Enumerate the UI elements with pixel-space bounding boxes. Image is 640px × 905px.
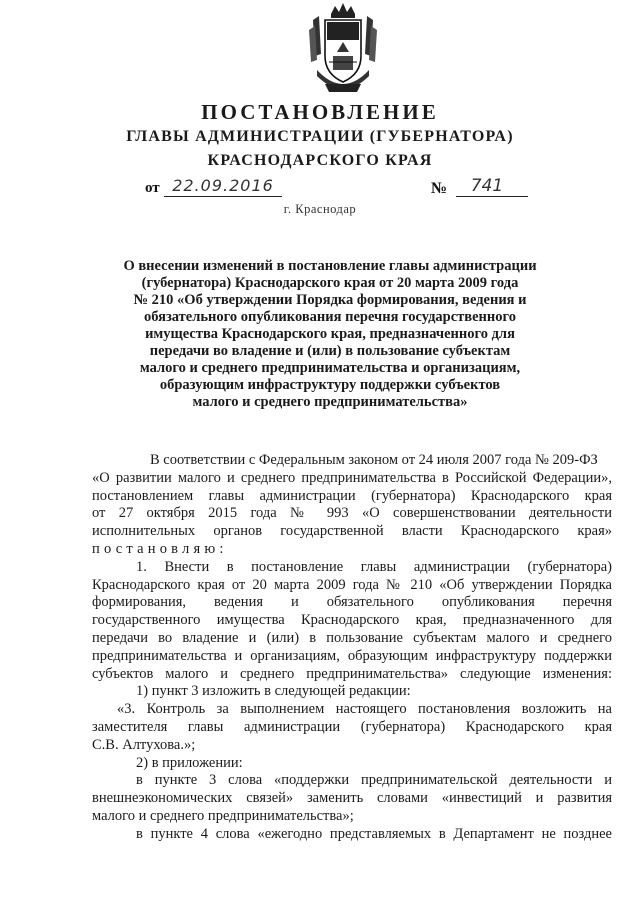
city-name: г. Краснодар: [283, 202, 357, 216]
title-line: малого и среднего предпринимательства»: [192, 394, 468, 410]
handwritten-date: 22.09.2016: [172, 176, 274, 195]
body-line: исполнительных органов государственной власти Краснодарского края»: [92, 523, 612, 540]
resolution-title: [120, 258, 540, 411]
body-line: В соответствии с Федеральным законом от 24 июля 2007 года № 209-ФЗ: [150, 452, 598, 468]
title-line: имущества Краснодарского края, предназначенного для: [145, 326, 515, 342]
number-label: №: [431, 180, 448, 197]
number-underline: [456, 196, 528, 197]
body-line: «О развитии малого и среднего предпринимательства в Российской Федерации»,: [92, 469, 612, 486]
body-line: от 27 октября 2015 года № 993 «О совершенствовании деятельности: [92, 505, 612, 522]
title-line: № 210 «Об утверждении Порядка формирования, ведения и: [133, 292, 527, 308]
body-line: 2) в приложении:: [136, 754, 243, 771]
coat-of-arms-emblem: [305, 0, 381, 96]
body-line: предпринимательства и организациям, образующим инфраструктуру поддержки: [92, 647, 612, 664]
title-line: образующим инфраструктуру поддержки субъектов: [159, 377, 501, 393]
body-line: 1. Внести в постановление главы администрации (губернатора): [136, 558, 612, 575]
title-line: малого и среднего предпринимательства и организациям,: [139, 360, 521, 376]
title-line: обязательного опубликования перечня государственного: [144, 309, 516, 325]
body-line: в пункте 4 слова «ежегодно представляемых в Департамент не позднее: [136, 825, 612, 842]
body-line: заместителя главы администрации (губернатора) Краснодарского края: [92, 718, 612, 735]
issuer-line-2: КРАСНОДАРСКОГО КРАЯ: [207, 152, 433, 169]
body-line: малого и среднего предпринимательства»;: [92, 807, 354, 824]
body-line: внешнеэкономических связей» заменить словами «инвестиций и развития: [92, 790, 612, 807]
body-line: 1) пункт 3 изложить в следующей редакции:: [136, 683, 411, 700]
date-label: от: [145, 180, 160, 196]
title-line: передачи во владение и (или) в пользование субъектам: [149, 343, 511, 359]
issuer-line-1: ГЛАВЫ АДМИНИСТРАЦИИ (ГУБЕРНАТОРА): [126, 128, 514, 145]
body-line: передачи во владение и (или) в пользование субъектам малого и среднего: [92, 629, 612, 646]
resolution-body: [92, 452, 612, 844]
body-line: субъектов малого и среднего предпринимательства» следующие изменения:: [92, 665, 612, 682]
body-line: государственного имущества Краснодарского края, предназначенного для: [92, 612, 612, 629]
body-line: С.В. Алтухова.»;: [92, 736, 196, 753]
title-line: (губернатора) Краснодарского края от 20 марта 2009 года: [141, 275, 519, 291]
body-line: Краснодарского края от 20 марта 2009 года № 210 «Об утверждении Порядка: [92, 576, 612, 593]
body-line: «3. Контроль за выполнением настоящего постановления возложить на: [117, 701, 612, 718]
body-line: постановляю:: [92, 540, 228, 557]
body-line: формирования, ведения и обязательного опубликования перечня: [92, 594, 612, 611]
date-underline: [164, 196, 282, 197]
title-line: О внесении изменений в постановление главы администрации: [123, 258, 537, 274]
document-title: ПОСТАНОВЛЕНИЕ: [201, 100, 439, 124]
body-line: в пункте 3 слова «поддержки предпринимательской деятельности и: [136, 772, 612, 789]
body-line: постановлением главы администрации (губернатора) Краснодарского края: [92, 487, 612, 504]
handwritten-number: 741: [470, 176, 504, 196]
